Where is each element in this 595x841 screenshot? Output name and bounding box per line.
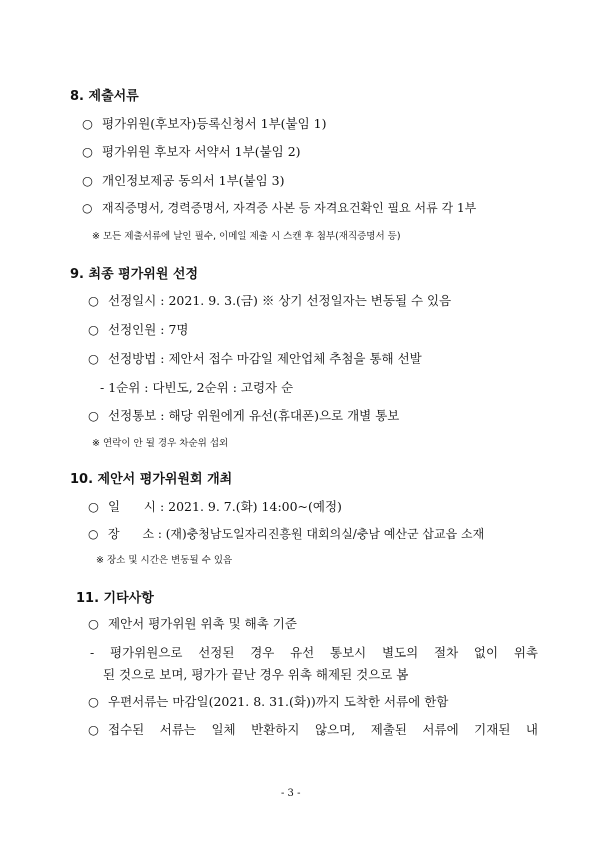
list-item-text: 선정방법 : 제안서 접수 마감일 제안업체 추첨을 통해 선발 [108,351,422,366]
list-item-text: 개인정보제공 동의서 1부(붙임 3) [102,173,285,188]
list-item-text: 우편서류는 마감일(2021. 8. 31.(화))까지 도착한 서류에 한함 [108,694,449,709]
list-item [88,406,399,424]
bullet-icon: ○ [88,694,99,709]
list-item [88,291,451,309]
list-item-text: 재직증명서, 경력증명서, 자격증 사본 등 자격요건확인 필요 서류 각 1부 [102,201,477,215]
list-item [82,142,301,160]
bullet-icon: ○ [82,144,93,159]
section-9-note: ※ 연락이 안 될 경우 차순위 섭외 [92,438,229,449]
list-item [88,497,342,515]
list-item [88,692,448,710]
list-item-text: 선정통보 : 해당 위원에게 유선(휴대폰)으로 개별 통보 [108,408,400,423]
bullet-icon: ○ [88,351,99,366]
section-8-note: ※ 모든 제출서류에 날인 필수, 이메일 제출 시 스캔 후 첨부(재직증명서 등) [92,231,401,242]
bullet-icon: ○ [88,408,99,423]
dash-item-line-1: - 평가위원으로 선정된 경우 유선 통보시 별도의 절차 없이 위촉 [90,645,538,660]
bullet-icon: ○ [88,293,99,308]
list-item [88,349,422,367]
list-item [88,614,297,632]
bullet-icon: ○ [82,201,93,215]
bullet-icon: ○ [88,616,99,631]
list-item-text: 선정인원 : 7명 [108,322,189,337]
section-10-note: ※ 장소 및 시간은 변동될 수 있음 [96,555,233,566]
list-item-text: 선정일시 : 2021. 9. 3.(금) ※ 상기 선정일자는 변동될 수 있음 [108,293,452,308]
list-item-text: 장 소 : (재)충청남도일자리진흥원 대회의실/충남 예산군 삽교읍 소재 [108,527,485,541]
section-11-heading: 11. 기타사항 [76,591,154,606]
list-item [88,320,189,338]
list-item-text: 접수된 서류는 일체 반환하지 않으며, 제출된 서류에 기재된 내 [108,722,538,737]
list-item-text: 제안서 평가위원 위촉 및 해촉 기준 [108,616,297,631]
section-10-heading: 10. 제안서 평가위원회 개최 [70,472,233,487]
section-9-heading: 9. 최종 평가위원 선정 [70,267,199,282]
bullet-icon: ○ [88,322,99,337]
bullet-icon: ○ [88,499,99,514]
bullet-icon: ○ [88,527,99,541]
bullet-icon: ○ [82,116,93,131]
list-item-text: 일 시 : 2021. 9. 7.(화) 14:00~(예정) [108,499,342,514]
section-8-heading: 8. 제출서류 [70,89,139,104]
sub-item: - 1순위 : 다빈도, 2순위 : 고령자 순 [100,380,294,395]
list-item [82,171,284,189]
list-item-text: 평가위원 후보자 서약서 1부(붙임 2) [102,144,301,159]
dash-item-line-2: 된 것으로 보며, 평가가 끝난 경우 위촉 해제된 것으로 봄 [103,667,409,682]
page-number: - 3 - [281,788,301,799]
list-item [82,199,476,216]
bullet-icon: ○ [88,722,99,737]
list-item [88,525,484,542]
bullet-icon: ○ [82,173,93,188]
list-item-text: 평가위원(후보자)등록신청서 1부(붙임 1) [102,116,327,131]
list-item [82,114,327,132]
list-item [88,720,538,738]
